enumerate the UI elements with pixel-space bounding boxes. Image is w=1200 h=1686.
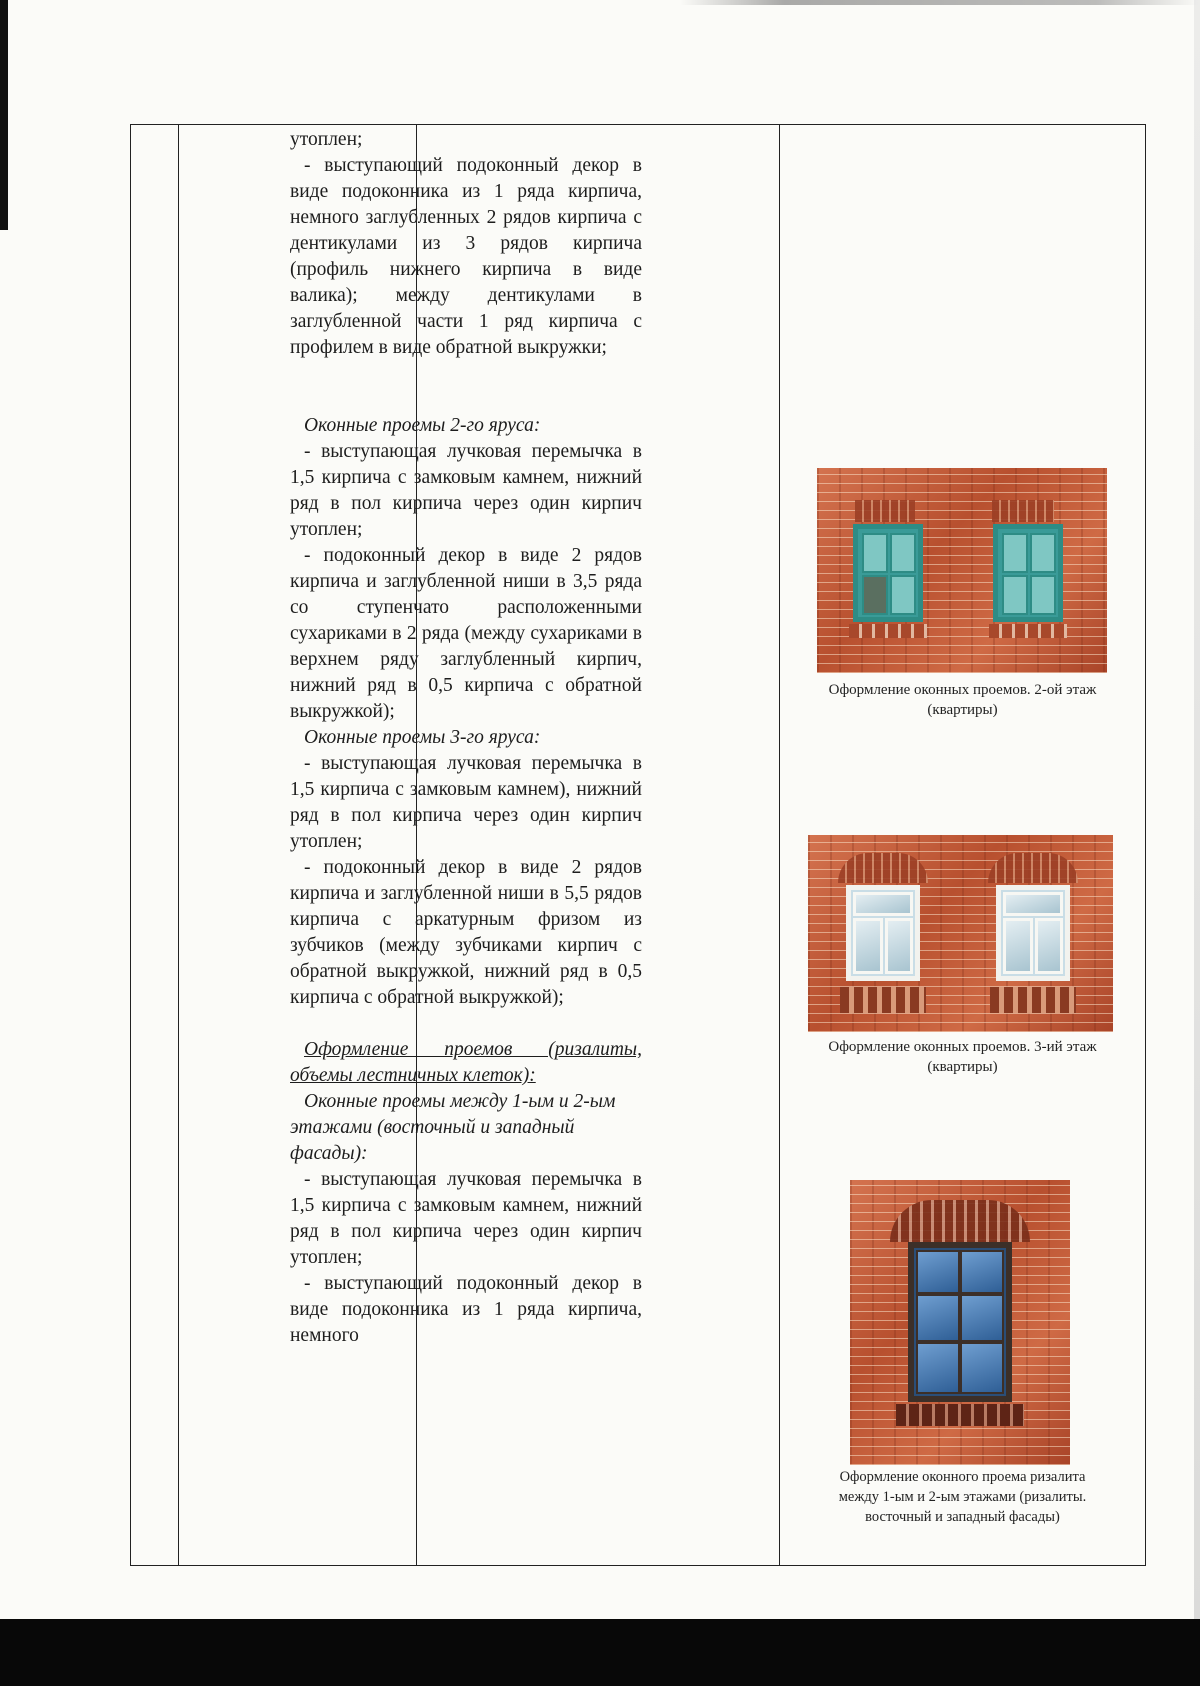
scan-border-bottom [0, 1619, 1200, 1686]
section-heading: Оконные проемы между 1-ым и 2-ым этажами (восточный и западный фасады): [290, 1091, 616, 1164]
scan-border-right [1194, 0, 1200, 1620]
caption-line: (квартиры) [927, 702, 998, 718]
section-heading: Оконные проемы 2-го яруса: [304, 415, 541, 436]
text-paragraph: утоплен; [290, 129, 363, 150]
text-paragraph: - выступающая лучковая перемычка в 1,5 кирпича с замковым камнем, нижний ряд в пол кирпича через один кирпич утоплен; [290, 1169, 642, 1268]
text-paragraph: - выступающий подоконный декор в виде подоконника из 1 ряда кирпича, немного [290, 1273, 642, 1346]
description-column [290, 127, 642, 1349]
text-paragraph: - выступающая лучковая перемычка в 1,5 кирпича с замковым камнем), нижний ряд в пол кирпича через один кирпич утоплен; [290, 753, 642, 852]
caption-line: между 1-ым и 2-ым этажами (ризалиты. [838, 1489, 1087, 1505]
caption-line: Оформление оконных проемов. 3-ий этаж [828, 1039, 1097, 1055]
text-paragraph: - подоконный декор в виде 2 рядов кирпича и заглубленной ниши в 5,5 рядов кирпича с аркатурным фризом из зубчиков (между зубчиками кирпич с обратной выкружкой, нижний ряд в 0,5 кирпича с обратной выкружкой); [290, 857, 642, 1008]
text-paragraph: - выступающий подоконный декор в виде подоконника из 1 ряда кирпича, немного заглубленных 2 рядов кирпича с дентикулами из 3 рядов кирпича (профиль нижнего кирпича в виде валика); между дентикулами в заглубленной части 1 ряд кирпича с профилем в виде обратной выкружки; [290, 155, 642, 358]
section-heading: Оконные проемы 3-го яруса: [304, 727, 541, 748]
caption-line: Оформление оконных проемов. 2-ой этаж [828, 682, 1097, 698]
text-paragraph: - выступающая лучковая перемычка в 1,5 кирпича с замковым камнем, нижний ряд в пол кирпича через один кирпич утоплен; [290, 441, 642, 540]
window-photo-3rd-floor [808, 835, 1113, 1032]
window-photo-risalit [850, 1180, 1070, 1465]
caption-line: Оформление оконного проема ризалита [839, 1469, 1086, 1485]
figure-caption [790, 680, 1135, 720]
caption-line: (квартиры) [927, 1059, 998, 1075]
scan-border-top [680, 0, 1200, 5]
figure-caption [790, 1467, 1135, 1527]
column-divider [779, 125, 780, 1565]
section-heading: Оформление проемов (ризалиты, объемы лестничных клеток): [290, 1039, 642, 1086]
scan-border-left [0, 0, 8, 230]
column-divider [178, 125, 179, 1565]
caption-line: восточный и западный фасады) [865, 1509, 1060, 1525]
figure-caption [790, 1037, 1135, 1077]
text-paragraph: - подоконный декор в виде 2 рядов кирпича и заглубленной ниши в 3,5 ряда со ступенчато расположенными сухариками в 2 ряда (между сухариками в верхнем ряду заглубленный кирпич, нижний ряд в 0,5 кирпича с обратной выкружкой); [290, 545, 642, 722]
window-photo-2nd-floor [817, 468, 1107, 673]
